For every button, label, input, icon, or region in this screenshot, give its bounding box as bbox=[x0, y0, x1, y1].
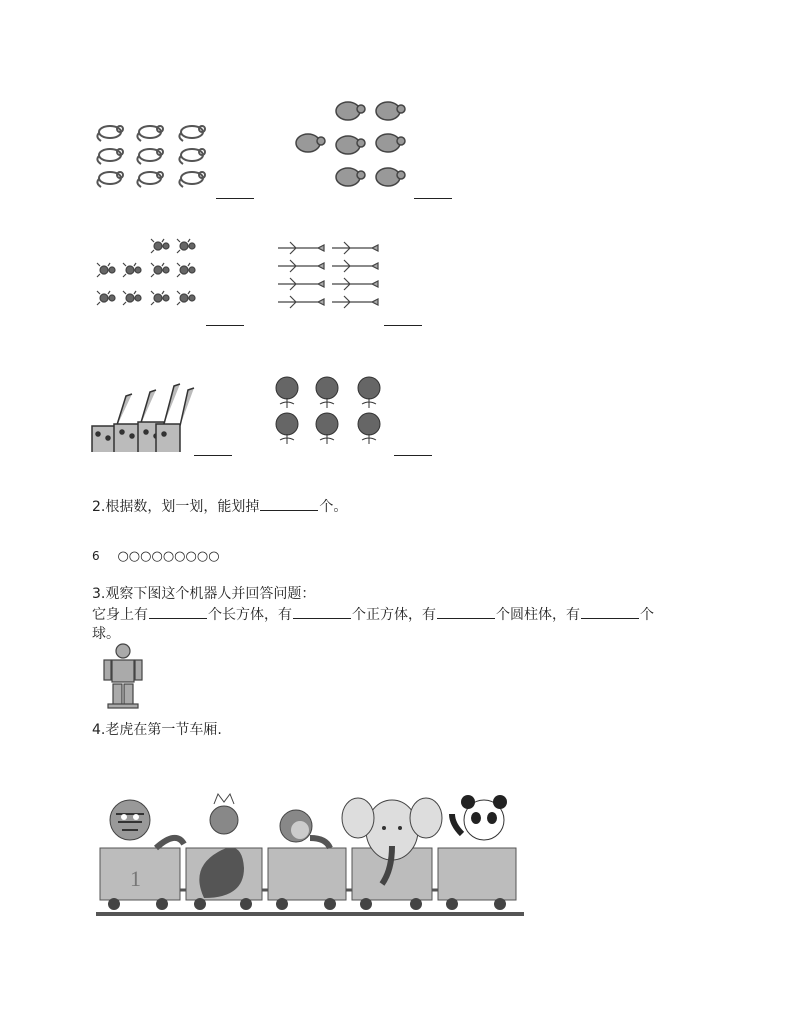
turtles-picture bbox=[290, 98, 415, 196]
q2-number-row bbox=[92, 546, 220, 567]
answer-blank-q2[interactable] bbox=[260, 496, 318, 511]
answer-blank-turtles[interactable] bbox=[414, 198, 452, 199]
roses-picture bbox=[268, 374, 394, 450]
question-2-text: 2.根据数，划一划，能划掉 bbox=[92, 499, 260, 515]
animal-train-picture bbox=[96, 790, 526, 920]
train-car-elephant bbox=[342, 798, 442, 900]
answer-blank-cuboid[interactable] bbox=[149, 604, 207, 619]
answer-blank-airplanes[interactable] bbox=[384, 325, 422, 326]
question-3-title: 3.观察下图这个机器人并回答问题： bbox=[92, 586, 316, 602]
q3-part-5: 个 bbox=[640, 607, 654, 623]
question-4-title: 4.老虎在第一节车厢. bbox=[92, 722, 222, 738]
answer-blank-roses[interactable] bbox=[394, 455, 432, 456]
answer-blank-cube[interactable] bbox=[293, 604, 351, 619]
q3-part-1: 它身上有 bbox=[92, 607, 148, 623]
giraffes-picture bbox=[90, 368, 198, 456]
q2-number: 6 bbox=[92, 549, 100, 563]
robot-picture bbox=[100, 642, 146, 710]
q3-part-4: 个圆柱体，有 bbox=[496, 607, 580, 623]
answer-blank-cylinder[interactable] bbox=[437, 604, 495, 619]
q3-part-3: 个正方体，有 bbox=[352, 607, 436, 623]
q3-part-2: 个长方体，有 bbox=[208, 607, 292, 623]
mice-picture bbox=[92, 120, 217, 195]
question-2 bbox=[92, 496, 347, 517]
q2-circles: ○○○○○○○○○ bbox=[117, 549, 220, 564]
ants-picture bbox=[94, 236, 204, 322]
train-car-squirrel bbox=[186, 794, 262, 900]
train-car-tiger bbox=[100, 800, 184, 900]
question-2-suffix: 个。 bbox=[319, 499, 348, 515]
airplanes-picture bbox=[276, 238, 386, 324]
train-car-panda bbox=[438, 795, 516, 900]
question-3-line1 bbox=[92, 604, 654, 625]
answer-blank-giraffes[interactable] bbox=[194, 455, 232, 456]
answer-blank-mice[interactable] bbox=[216, 198, 254, 199]
answer-blank-ants[interactable] bbox=[206, 325, 244, 326]
train-car-monkey bbox=[268, 810, 346, 900]
car-number: 1 bbox=[130, 866, 141, 891]
question-3-line2: 球。 bbox=[92, 626, 120, 642]
answer-blank-sphere[interactable] bbox=[581, 604, 639, 619]
